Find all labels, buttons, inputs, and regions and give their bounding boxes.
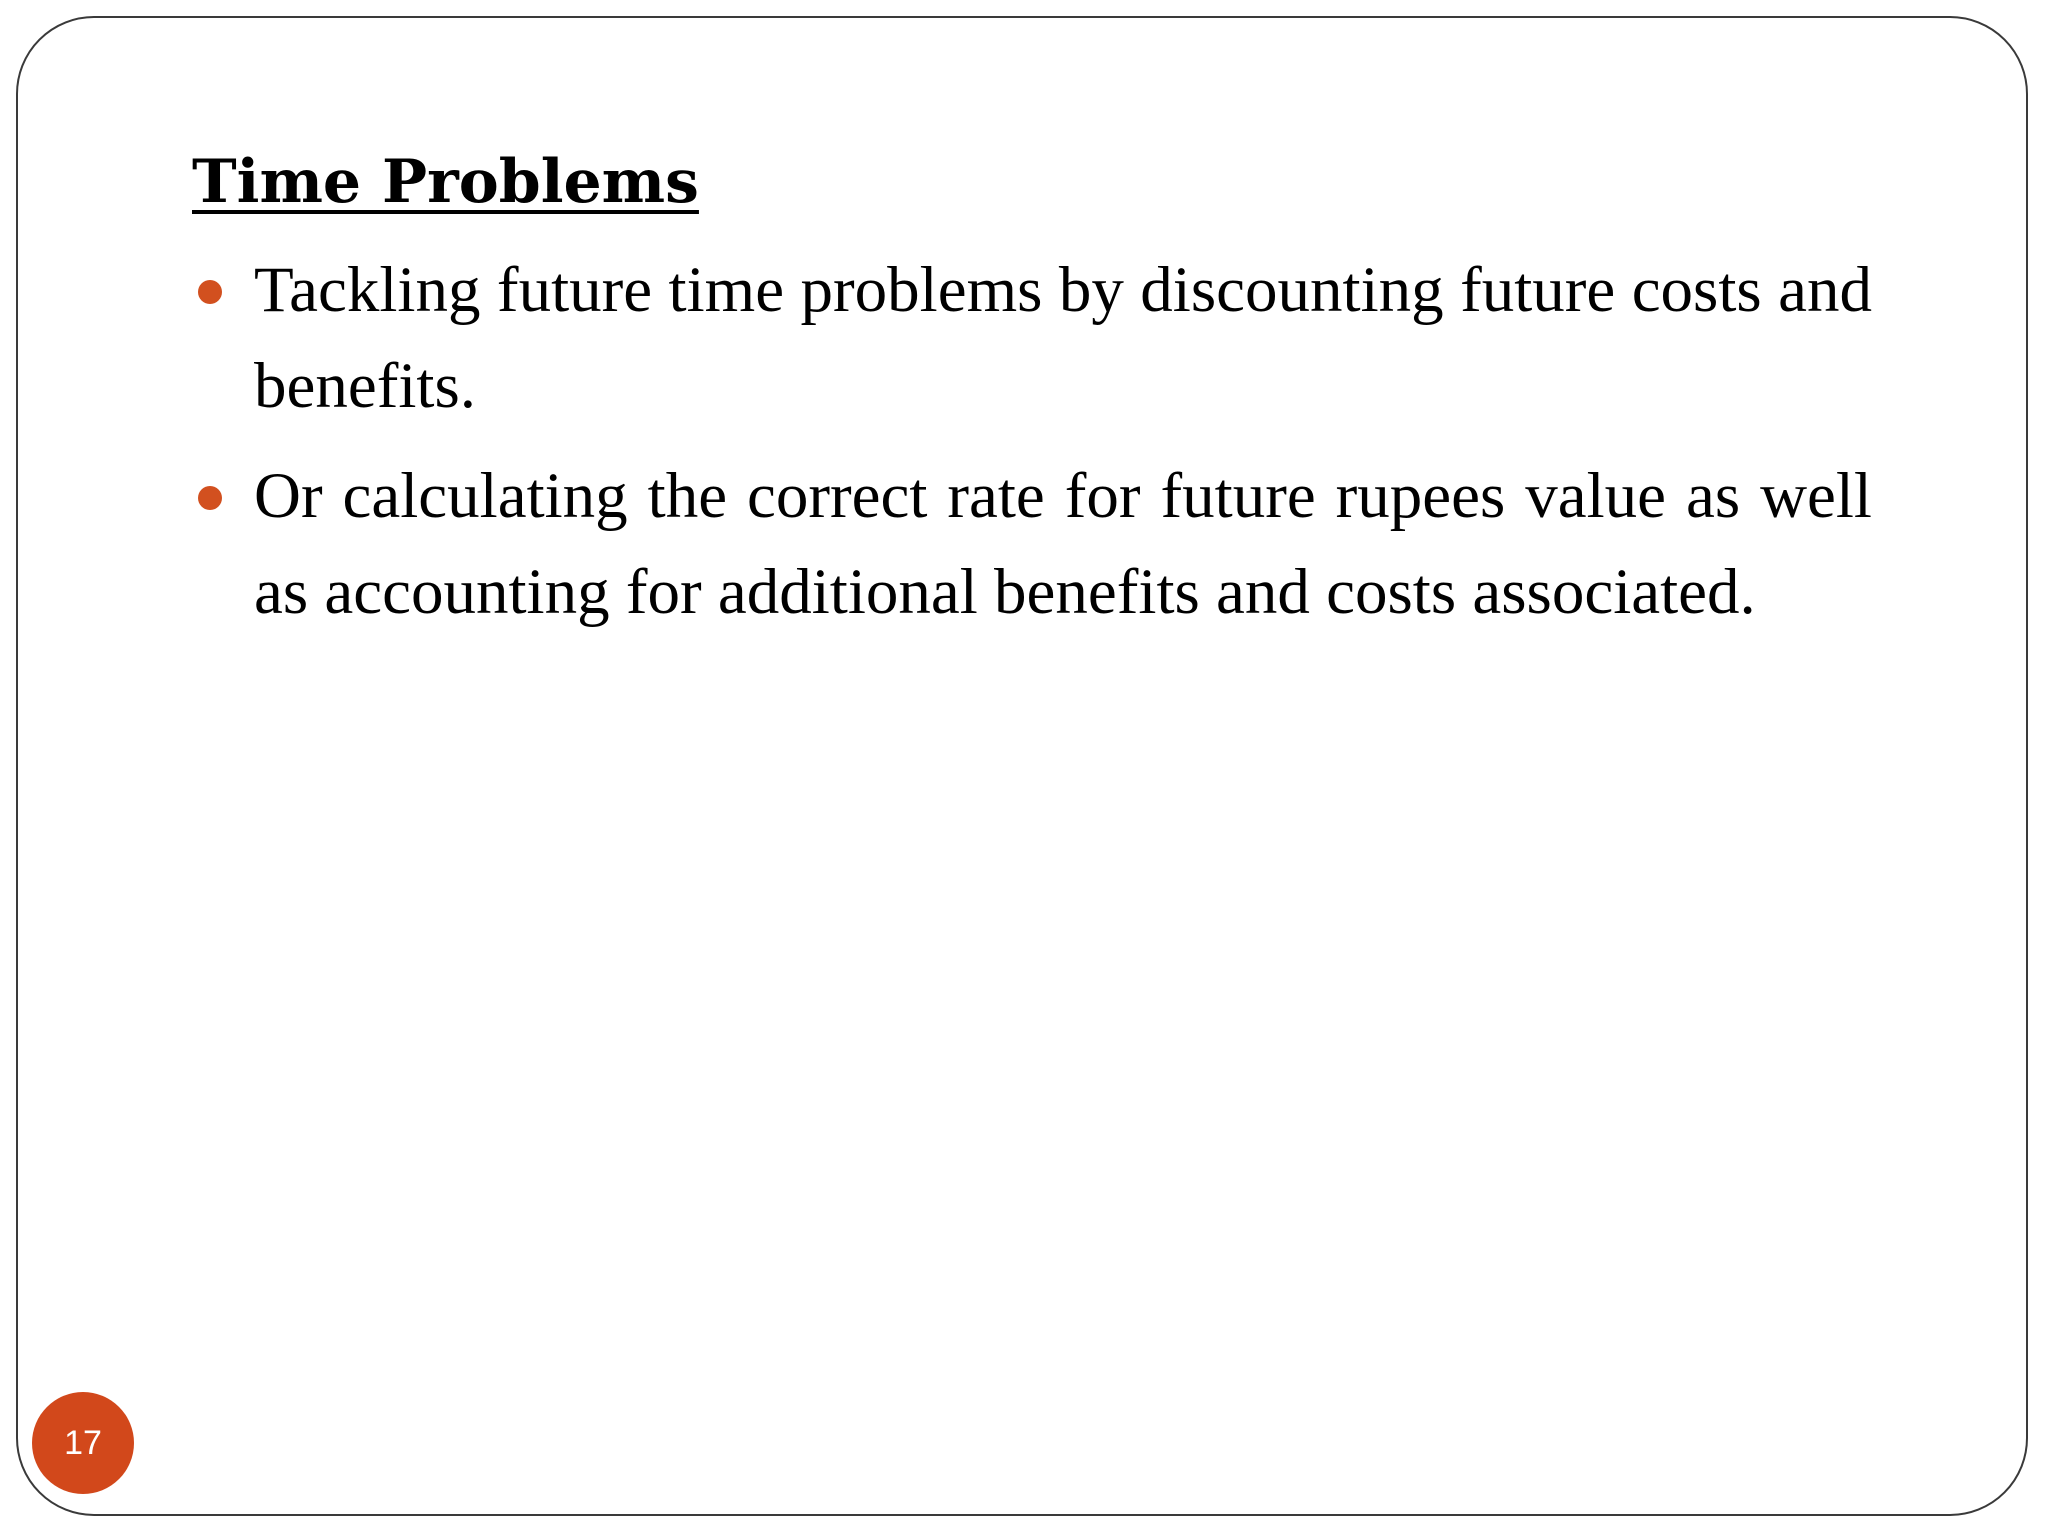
bullet-item	[192, 242, 1872, 434]
bullet-text: Or calculating the correct rate for future rupees value as well as accounting for additional benefits and costs associated.	[254, 460, 1872, 628]
bullet-dot-icon	[198, 280, 222, 304]
slide-content	[192, 136, 1872, 654]
slide-title: Time Problems	[192, 147, 699, 217]
page-number-badge: 17	[32, 1392, 134, 1494]
slide-frame	[16, 16, 2028, 1516]
bullet-text: Tackling future time problems by discounting future costs and benefits.	[254, 254, 1872, 422]
bullet-list	[192, 242, 1872, 640]
bullet-dot-icon	[198, 486, 222, 510]
bullet-item	[192, 448, 1872, 640]
